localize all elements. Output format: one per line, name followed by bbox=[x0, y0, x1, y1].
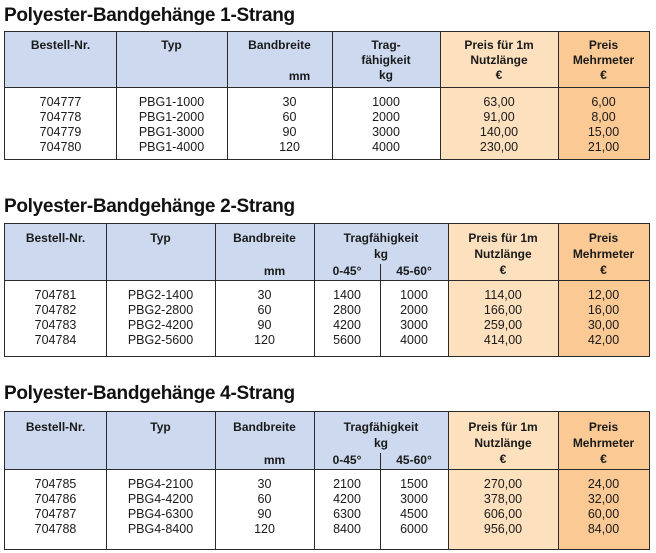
cell-bandbreite: 60 bbox=[282, 110, 297, 124]
cell-bandbreite: 90 bbox=[257, 507, 272, 521]
cell-bandbreite: 30 bbox=[257, 477, 272, 491]
cell-bestell-nr: 704785 bbox=[34, 477, 77, 491]
header-trag-line1: Trag- bbox=[371, 38, 401, 52]
cell-preis-mehr: 6,00 bbox=[591, 95, 616, 109]
header-trag-line2: fähigkeit bbox=[361, 53, 411, 67]
cell-trag-45-60: 4500 bbox=[400, 507, 428, 521]
cell-typ: PBG1-3000 bbox=[138, 125, 205, 139]
cell-typ: PBG4-4200 bbox=[127, 492, 194, 506]
cell-preis-mehr: 60,00 bbox=[587, 507, 620, 521]
cell-bestell-nr: 704778 bbox=[39, 110, 82, 124]
header-preis-mehr-line2: Mehrmeter bbox=[572, 53, 635, 67]
cell-tragfaehigkeit: 2000 bbox=[372, 110, 400, 124]
cell-preis-nutz: 114,00 bbox=[484, 288, 522, 302]
header-preis-nutz-line2: Nutzlänge bbox=[470, 53, 528, 67]
cell-bestell-nr: 704777 bbox=[39, 95, 82, 109]
table-row bbox=[5, 522, 649, 537]
cell-trag-0-45: 8400 bbox=[333, 522, 361, 536]
table-3-title: Polyester-Bandgehänge 4-Strang bbox=[4, 383, 295, 404]
header-tragfaehigkeit: Tragfähigkeit bbox=[343, 420, 419, 434]
cell-trag-0-45: 2100 bbox=[333, 477, 361, 491]
cell-bandbreite: 120 bbox=[254, 522, 275, 536]
header-tragfaehigkeit: Tragfähigkeit bbox=[343, 231, 419, 245]
cell-preis-mehr: 42,00 bbox=[587, 333, 620, 347]
cell-preis-nutz: 63,00 bbox=[483, 95, 515, 109]
cell-trag-0-45: 2800 bbox=[333, 303, 361, 317]
table-row bbox=[5, 507, 649, 522]
table-2-title: Polyester-Bandgehänge 2-Strang bbox=[4, 196, 295, 217]
cell-trag-0-45: 4200 bbox=[333, 492, 361, 506]
cell-bestell-nr: 704782 bbox=[34, 303, 77, 317]
header-typ: Typ bbox=[150, 231, 171, 245]
cell-trag-45-60: 1000 bbox=[400, 288, 428, 302]
header-typ: Typ bbox=[150, 420, 171, 434]
header-bandbreite: Bandbreite bbox=[233, 231, 296, 245]
cell-preis-mehr: 12,00 bbox=[587, 288, 620, 302]
header-preis-nutz-line1: Preis für 1m bbox=[464, 38, 534, 52]
cell-preis-mehr: 8,00 bbox=[591, 110, 616, 124]
header-bandbreite-unit: mm bbox=[263, 264, 286, 278]
cell-bandbreite: 90 bbox=[257, 318, 272, 332]
cell-typ: PBG2-5600 bbox=[127, 333, 194, 347]
header-angle-45-60: 45-60° bbox=[396, 453, 432, 467]
cell-preis-nutz: 91,00 bbox=[483, 110, 515, 124]
header-preis-mehr-line2: Mehrmeter bbox=[572, 247, 635, 261]
cell-preis-mehr: 24,00 bbox=[587, 477, 620, 491]
table-2 bbox=[4, 223, 650, 357]
cell-tragfaehigkeit: 1000 bbox=[372, 95, 400, 109]
header-preis-mehr-line1: Preis bbox=[588, 231, 619, 245]
header-preis-nutz-line1: Preis für 1m bbox=[468, 231, 538, 245]
header-preis-nutz-line2: Nutzlänge bbox=[474, 247, 532, 261]
cell-bestell-nr: 704780 bbox=[39, 140, 82, 154]
table-row bbox=[5, 140, 649, 155]
header-bandbreite: Bandbreite bbox=[233, 420, 296, 434]
cell-typ: PBG4-2100 bbox=[127, 477, 194, 491]
table-row bbox=[5, 333, 649, 348]
header-preis-nutz-line1: Preis für 1m bbox=[468, 420, 538, 434]
header-bandbreite: Bandbreite bbox=[248, 38, 311, 52]
header-trag-unit: kg bbox=[373, 247, 388, 261]
cell-tragfaehigkeit: 4000 bbox=[372, 140, 400, 154]
cell-trag-0-45: 4200 bbox=[333, 318, 361, 332]
header-bandbreite-unit: mm bbox=[263, 453, 286, 467]
cell-preis-mehr: 21,00 bbox=[587, 140, 620, 154]
header-preis-mehr-unit: € bbox=[600, 452, 607, 466]
cell-bestell-nr: 704781 bbox=[34, 288, 77, 302]
cell-trag-45-60: 3000 bbox=[400, 492, 428, 506]
table-row bbox=[5, 95, 649, 110]
header-preis-mehr-unit: € bbox=[600, 263, 607, 277]
cell-bandbreite: 120 bbox=[254, 333, 275, 347]
header-bestell-nr: Bestell-Nr. bbox=[25, 420, 86, 434]
table-row bbox=[5, 492, 649, 507]
table-row bbox=[5, 125, 649, 140]
cell-bandbreite: 60 bbox=[257, 303, 272, 317]
header-preis-nutz-unit: € bbox=[495, 68, 503, 82]
table-1 bbox=[4, 31, 650, 160]
header-angle-45-60: 45-60° bbox=[396, 264, 432, 278]
cell-preis-nutz: 140,00 bbox=[479, 125, 519, 139]
header-bestell-nr: Bestell-Nr. bbox=[30, 38, 91, 52]
cell-typ: PBG1-2000 bbox=[138, 110, 205, 124]
cell-bestell-nr: 704784 bbox=[34, 333, 77, 347]
header-preis-mehr-line2: Mehrmeter bbox=[572, 436, 635, 450]
header-trag-unit: kg bbox=[373, 436, 388, 450]
cell-typ: PBG2-2800 bbox=[127, 303, 194, 317]
cell-bestell-nr: 704788 bbox=[34, 522, 77, 536]
table-row bbox=[5, 477, 649, 492]
cell-preis-nutz: 606,00 bbox=[483, 507, 523, 521]
table-3 bbox=[4, 411, 650, 550]
cell-preis-nutz: 230,00 bbox=[479, 140, 519, 154]
cell-typ: PBG4-6300 bbox=[127, 507, 194, 521]
cell-bandbreite: 30 bbox=[257, 288, 272, 302]
cell-trag-45-60: 2000 bbox=[400, 303, 428, 317]
cell-preis-mehr: 15,00 bbox=[587, 125, 620, 139]
cell-preis-mehr: 84,00 bbox=[587, 522, 620, 536]
cell-bestell-nr: 704779 bbox=[39, 125, 82, 139]
cell-preis-nutz: 259,00 bbox=[483, 318, 523, 332]
header-bestell-nr: Bestell-Nr. bbox=[25, 231, 86, 245]
header-typ: Typ bbox=[161, 38, 182, 52]
cell-trag-0-45: 1400 bbox=[333, 288, 361, 302]
cell-tragfaehigkeit: 3000 bbox=[372, 125, 400, 139]
cell-typ: PBG4-8400 bbox=[127, 522, 194, 536]
cell-typ: PBG1-1000 bbox=[138, 95, 205, 109]
header-preis-nutz-unit: € bbox=[499, 452, 507, 466]
cell-bestell-nr: 704786 bbox=[34, 492, 77, 506]
cell-typ: PBG2-4200 bbox=[127, 318, 194, 332]
cell-bestell-nr: 704787 bbox=[34, 507, 77, 521]
table-row bbox=[5, 318, 649, 333]
table-row bbox=[5, 288, 649, 303]
header-bandbreite-unit: mm bbox=[288, 69, 311, 83]
cell-preis-nutz: 166,00 bbox=[483, 303, 523, 317]
header-angle-0-45: 0-45° bbox=[332, 264, 362, 278]
cell-trag-45-60: 4000 bbox=[400, 333, 428, 347]
cell-typ: PBG1-4000 bbox=[138, 140, 205, 154]
cell-bestell-nr: 704783 bbox=[34, 318, 77, 332]
cell-preis-mehr: 30,00 bbox=[587, 318, 620, 332]
cell-trag-45-60: 1500 bbox=[400, 477, 428, 491]
cell-preis-nutz: 956,00 bbox=[483, 522, 523, 536]
cell-trag-0-45: 5600 bbox=[333, 333, 361, 347]
table-1-title: Polyester-Bandgehänge 1-Strang bbox=[4, 5, 295, 26]
header-preis-nutz-unit: € bbox=[499, 263, 507, 277]
header-preis-nutz-line2: Nutzlänge bbox=[474, 436, 532, 450]
cell-bandbreite: 30 bbox=[282, 95, 297, 109]
cell-bandbreite: 90 bbox=[282, 125, 297, 139]
cell-preis-mehr: 16,00 bbox=[587, 303, 620, 317]
header-trag-unit: kg bbox=[378, 68, 393, 82]
cell-trag-45-60: 3000 bbox=[400, 318, 428, 332]
cell-typ: PBG2-1400 bbox=[127, 288, 194, 302]
cell-preis-nutz: 270,00 bbox=[483, 477, 523, 491]
table-row bbox=[5, 110, 649, 125]
header-preis-mehr-line1: Preis bbox=[588, 420, 619, 434]
table-row bbox=[5, 303, 649, 318]
header-preis-mehr-line1: Preis bbox=[588, 38, 619, 52]
header-angle-0-45: 0-45° bbox=[332, 453, 362, 467]
cell-trag-0-45: 6300 bbox=[333, 507, 361, 521]
cell-preis-mehr: 32,00 bbox=[587, 492, 620, 506]
header-preis-mehr-unit: € bbox=[600, 68, 607, 82]
cell-trag-45-60: 6000 bbox=[400, 522, 428, 536]
cell-preis-nutz: 378,00 bbox=[483, 492, 523, 506]
cell-bandbreite: 60 bbox=[257, 492, 272, 506]
cell-preis-nutz: 414,00 bbox=[483, 333, 523, 347]
cell-bandbreite: 120 bbox=[279, 140, 300, 154]
